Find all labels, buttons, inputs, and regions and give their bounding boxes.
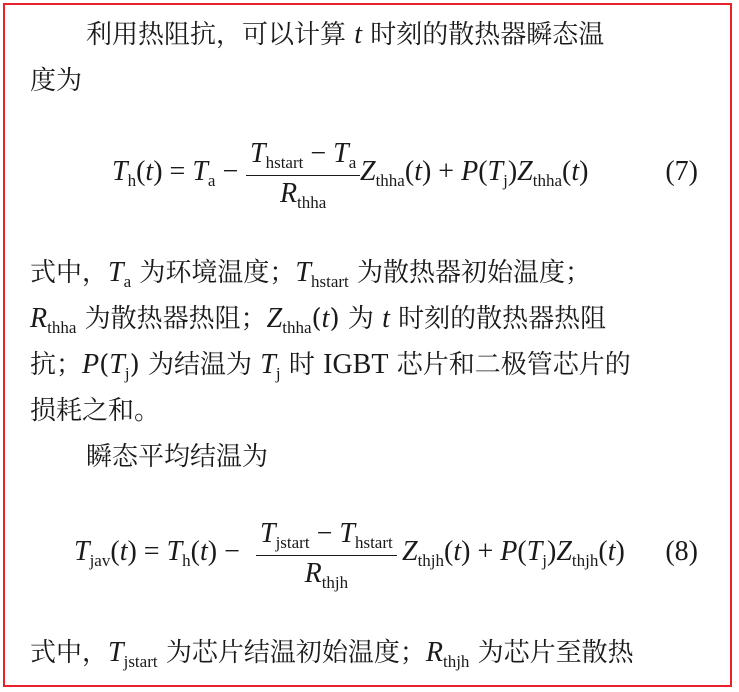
eq7-denominator: $R_{thha}$ (279, 178, 327, 212)
eq7-left: $T_h(t) = T_a$ − (112, 156, 239, 190)
eq8-numerator: $T_{jstart} - T_{hstart}$ (260, 518, 393, 552)
eq7-fraction-bar (246, 175, 360, 176)
p1-text-a: 利用热阻抗，可以计算 (86, 20, 355, 50)
paragraph-1-line-2: 度为 (30, 66, 83, 96)
equation-7 (30, 138, 700, 218)
eq8-number: (8) (665, 536, 698, 567)
eq8-left: $T_{jav}(t) = T_h(t)$ − (74, 536, 240, 570)
p1-var-t: t (354, 19, 363, 50)
paragraph-2-line-4: 损耗之和。 (30, 396, 161, 426)
eq7-numerator: $T_{hstart} - T_a$ (250, 138, 357, 172)
paragraph-2-line-3: 抗；$P(T_j)$ 为结温为 $T_j$ 时 IGBT 芯片和二极管芯片的 (30, 349, 631, 383)
paragraph-2-line-2: $R_{thha}$ 为散热器热阻；$Z_{thha}(t)$ 为 t 时刻的散热器热阻 (30, 303, 607, 337)
paragraph-2-line-1: 式中，$T_a$ 为环境温度；$T_{hstart}$ 为散热器初始温度； (30, 257, 592, 291)
equation-8 (30, 518, 700, 598)
eq8-denominator: $R_{thjh}$ (304, 558, 349, 592)
eq8-fraction-bar (256, 555, 397, 556)
eq7-fraction (246, 138, 360, 213)
eq8-right: $Z_{thjh}(t) + P(T_j)Z_{thjh}(t)$ (402, 536, 625, 570)
paragraph-3-line-1: 瞬态平均结温为 (86, 442, 269, 472)
eq7-number: (7) (665, 156, 698, 187)
eq8-fraction (256, 518, 397, 593)
p1-text-b: 时刻的散热器瞬态温 (362, 20, 605, 50)
paragraph-4-line-1: 式中，$T_{jstart}$ 为芯片结温初始温度；$R_{thjh}$ 为芯片至散热 (30, 637, 634, 671)
paragraph-1-line-1 (30, 14, 739, 56)
eq7-right: $Z_{thha}(t) + P(T_j)Z_{thha}(t)$ (360, 156, 589, 190)
